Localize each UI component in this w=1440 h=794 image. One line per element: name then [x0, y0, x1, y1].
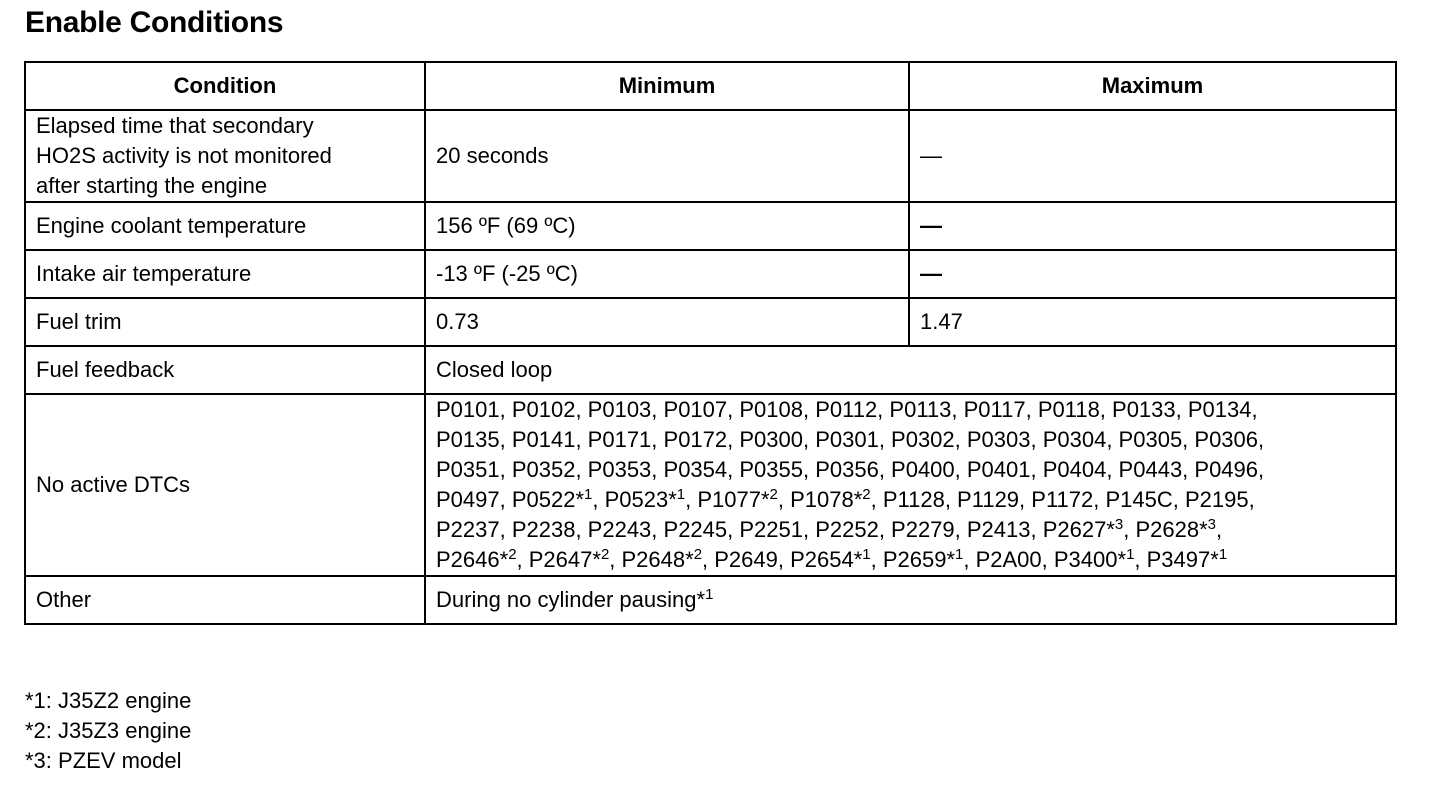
condition-cell: Other [25, 576, 425, 624]
footnote-marker: 3 [1114, 516, 1124, 533]
dtc-text: , P3497* [1134, 547, 1219, 572]
dtc-text: P2646* [436, 547, 509, 572]
table-row [25, 298, 1396, 346]
table-row [25, 250, 1396, 298]
header-condition: Condition [25, 62, 425, 110]
table-row [25, 394, 1396, 576]
dtc-line: P0351, P0352, P0353, P0354, P0355, P0356, P0400, P0401, P0404, P0443, P0496, [436, 457, 1265, 482]
dtc-text: , P2649, P2654* [702, 547, 863, 572]
footnote-marker: 1 [584, 486, 593, 503]
value-cell: Closed loop [425, 346, 1396, 394]
minimum-cell: -13 ºF (-25 ºC) [425, 250, 909, 298]
condition-cell: No active DTCs [25, 394, 425, 576]
footnote-marker: 2 [693, 546, 703, 563]
footnote-marker: 1 [1126, 546, 1135, 563]
footnote-marker: 1 [676, 486, 686, 503]
footnote-marker: 3 [1207, 516, 1216, 533]
dtc-text: , P1078* [777, 487, 863, 512]
dtc-line [436, 545, 1385, 575]
footnote: *3: PZEV model [25, 748, 182, 773]
table-row [25, 576, 1396, 624]
condition-text-line: Elapsed time that secondary [36, 113, 314, 138]
dash-value: — [920, 143, 942, 168]
dash-value: — [920, 213, 942, 238]
footnote: *1: J35Z2 engine [25, 688, 192, 713]
maximum-cell [909, 202, 1396, 250]
dtc-text: , P2659* [870, 547, 956, 572]
maximum-cell: 1.47 [909, 298, 1396, 346]
table-row [25, 110, 1396, 202]
footnote-marker: 1 [705, 586, 714, 603]
footnote-marker: 2 [769, 486, 778, 503]
dtc-line: P0135, P0141, P0171, P0172, P0300, P0301, P0302, P0303, P0304, P0305, P0306, [436, 427, 1265, 452]
dtc-line [436, 485, 1385, 515]
footnote-marker: 2 [862, 486, 871, 503]
dtc-line [436, 515, 1385, 545]
maximum-cell [909, 250, 1396, 298]
dtc-list-cell [425, 394, 1396, 576]
dtc-text: , P0523* [592, 487, 677, 512]
dtc-text: , P1077* [685, 487, 770, 512]
header-maximum: Maximum [909, 62, 1396, 110]
condition-text-line: HO2S activity is not monitored [36, 143, 332, 168]
table-row [25, 346, 1396, 394]
dtc-text: , P2628* [1123, 517, 1208, 542]
footnote-marker: 2 [600, 546, 610, 563]
dtc-text: , P2648* [609, 547, 694, 572]
condition-cell: Engine coolant temperature [25, 202, 425, 250]
condition-cell: Fuel feedback [25, 346, 425, 394]
value-text: During no cylinder pausing* [436, 587, 706, 612]
footnote-marker: 1 [1218, 546, 1228, 563]
dtc-line: P0101, P0102, P0103, P0107, P0108, P0112, P0113, P0117, P0118, P0133, P0134, [436, 397, 1258, 422]
minimum-cell: 0.73 [425, 298, 909, 346]
minimum-cell: 20 seconds [425, 110, 909, 202]
dtc-text: , P2A00, P3400* [963, 547, 1127, 572]
footnotes [25, 686, 191, 776]
footnote-marker: 1 [862, 546, 871, 563]
page-title: Enable Conditions [25, 6, 284, 39]
maximum-cell [909, 110, 1396, 202]
dtc-text: , P2647* [516, 547, 601, 572]
dtc-text: P0497, P0522* [436, 487, 585, 512]
condition-cell: Intake air temperature [25, 250, 425, 298]
condition-cell: Fuel trim [25, 298, 425, 346]
minimum-cell: 156 ºF (69 ºC) [425, 202, 909, 250]
value-cell [425, 576, 1396, 624]
dtc-text: , [1216, 517, 1223, 542]
table-row [25, 202, 1396, 250]
footnote-marker: 2 [508, 546, 517, 563]
dash-value: — [920, 261, 942, 286]
condition-cell [25, 110, 425, 202]
enable-conditions-table [24, 61, 1397, 625]
condition-text-line: after starting the engine [36, 173, 268, 198]
table-header-row [25, 62, 1396, 110]
footnote-marker: 1 [955, 546, 964, 563]
dtc-text: P2237, P2238, P2243, P2245, P2251, P2252, P2279, P2413, P2627* [436, 517, 1115, 542]
header-minimum: Minimum [425, 62, 909, 110]
footnote: *2: J35Z3 engine [25, 718, 192, 743]
dtc-text: , P1128, P1129, P1172, P145C, P2195, [870, 487, 1255, 512]
